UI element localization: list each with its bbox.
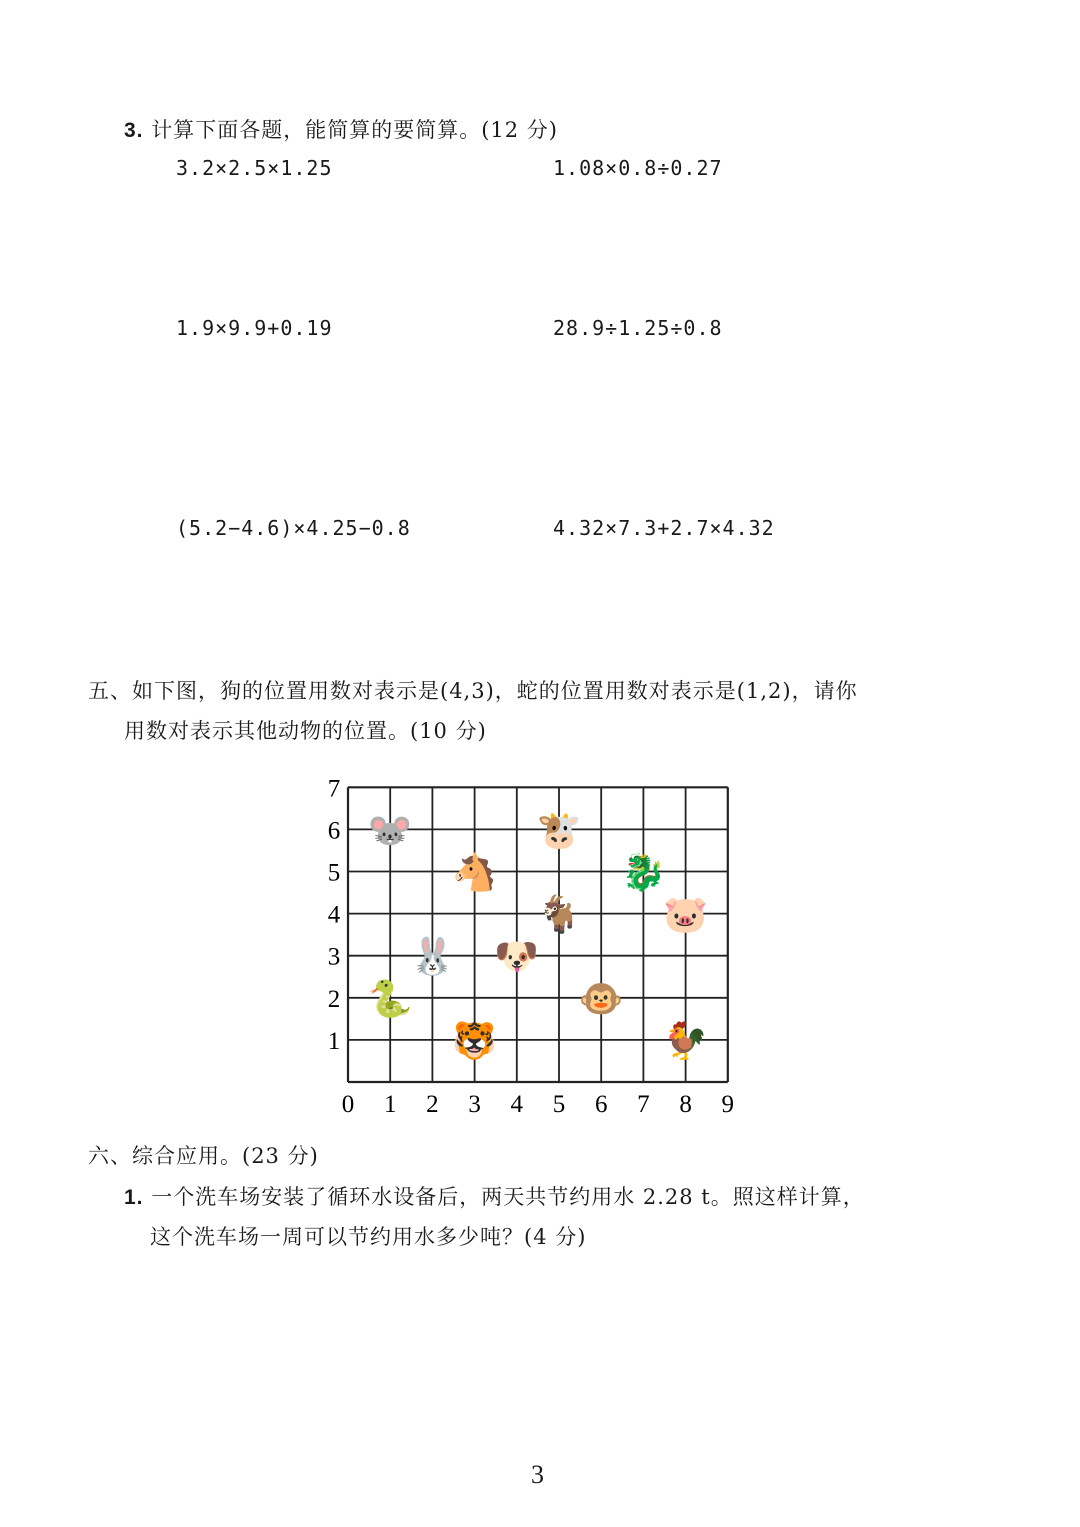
x-axis-label: 7 <box>637 1091 650 1118</box>
section5-line1: 五、如下图，狗的位置用数对表示是(4,3)，蛇的位置用数对表示是(1,2)，请你 <box>88 679 858 703</box>
section6-q1-line1: 一个洗车场安装了循环水设备后，两天共节约用水 2.28 t。照这样计算， <box>151 1185 865 1209</box>
q3-heading <box>124 114 558 144</box>
section6-q1-line2: 这个洗车场一周可以节约用水多少吨？(4 分) <box>150 1225 587 1249</box>
monkey-icon: 🐵 <box>578 978 624 1020</box>
y-axis-label: 1 <box>327 1027 341 1055</box>
x-axis-label: 0 <box>341 1091 355 1118</box>
section6-title: 六、综合应用。(23 分) <box>88 1144 319 1168</box>
y-axis-label: 7 <box>327 775 341 803</box>
section5-line2: 用数对表示其他动物的位置。(10 分) <box>124 719 487 743</box>
x-axis-label: 4 <box>510 1091 524 1118</box>
x-axis-label: 6 <box>594 1091 608 1118</box>
expression-6: 4.32×7.3+2.7×4.32 <box>553 516 775 540</box>
section6-q1 <box>124 1181 865 1211</box>
snake-icon: 🐍 <box>367 978 413 1020</box>
rabbit-icon: 🐰 <box>409 936 455 978</box>
expression-2: 1.08×0.8÷0.27 <box>553 156 723 180</box>
dragon-icon: 🐉 <box>620 852 666 894</box>
pig-icon: 🐷 <box>663 894 709 936</box>
rooster-icon: 🐓 <box>663 1020 709 1062</box>
ox-icon: 🐮 <box>536 810 582 852</box>
x-axis-label: 9 <box>721 1091 735 1118</box>
sheep-icon: 🐐 <box>536 894 582 936</box>
expression-4: 28.9÷1.25÷0.8 <box>553 316 723 340</box>
y-axis-label: 6 <box>327 817 341 845</box>
y-axis-label: 4 <box>327 901 341 929</box>
horse-icon: 🐴 <box>452 852 498 894</box>
y-axis-label: 3 <box>327 943 341 971</box>
mouse-icon: 🐭 <box>367 810 413 852</box>
x-axis-label: 3 <box>468 1091 481 1118</box>
x-axis-label: 8 <box>679 1091 692 1118</box>
expression-3: 1.9×9.9+0.19 <box>176 316 333 340</box>
x-axis-label: 1 <box>383 1091 397 1118</box>
y-axis-label: 5 <box>327 859 341 887</box>
x-axis-label: 2 <box>426 1091 439 1118</box>
coordinate-grid <box>318 768 758 1120</box>
x-axis-label: 5 <box>552 1091 566 1118</box>
expression-5: (5.2−4.6)×4.25−0.8 <box>176 516 411 540</box>
q3-number: 3. <box>124 119 144 142</box>
dog-icon: 🐶 <box>494 936 540 978</box>
page-number: 3 <box>531 1460 544 1489</box>
y-axis-label: 2 <box>327 985 341 1013</box>
tiger-icon: 🐯 <box>452 1020 498 1062</box>
section6-q1-number: 1. <box>124 1186 144 1209</box>
expression-1: 3.2×2.5×1.25 <box>176 156 333 180</box>
q3-instruction: 计算下面各题，能简算的要简算。(12 分) <box>151 118 558 142</box>
